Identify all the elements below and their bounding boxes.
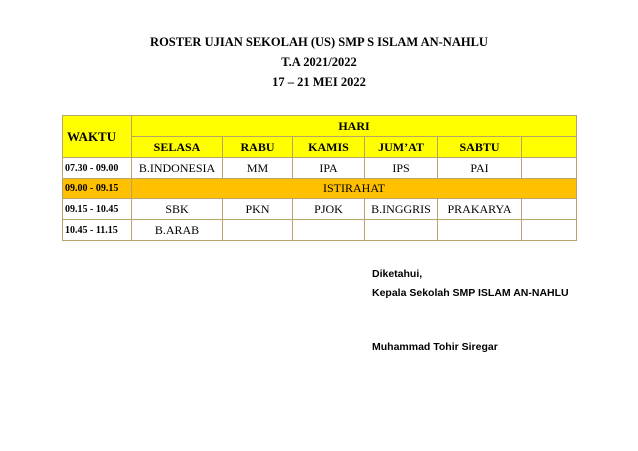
- time-cell: 09.15 - 10.45: [63, 199, 132, 220]
- signature-title: Kepala Sekolah SMP ISLAM AN-NAHLU: [372, 287, 569, 299]
- subject-cell: PJOK: [293, 199, 365, 220]
- table-row: [63, 158, 577, 179]
- signature-name: Muhammad Tohir Siregar: [372, 341, 498, 353]
- exam-dates: 17 – 21 MEI 2022: [272, 75, 366, 89]
- table-header-row: [63, 116, 577, 137]
- day-header: JUM’AT: [365, 137, 438, 158]
- subject-cell: MM: [223, 158, 293, 179]
- day-header: KAMIS: [293, 137, 365, 158]
- day-header: RABU: [223, 137, 293, 158]
- table-row: [63, 220, 577, 241]
- break-label: ISTIRAHAT: [132, 179, 577, 199]
- subject-cell: PRAKARYA: [438, 199, 522, 220]
- subject-cell: [522, 220, 577, 241]
- days-row: [63, 137, 577, 158]
- subject-cell: B.INDONESIA: [132, 158, 223, 179]
- subject-cell: B.ARAB: [132, 220, 223, 241]
- subject-cell: B.INGGRIS: [365, 199, 438, 220]
- day-header: SABTU: [438, 137, 522, 158]
- hari-header: HARI: [132, 116, 577, 137]
- break-row: [63, 179, 577, 199]
- subject-cell: [293, 220, 365, 241]
- time-cell: 07.30 - 09.00: [63, 158, 132, 179]
- exam-schedule-table: [62, 115, 577, 241]
- subject-cell: IPS: [365, 158, 438, 179]
- day-header: SELASA: [132, 137, 223, 158]
- subject-cell: [522, 199, 577, 220]
- subject-cell: IPA: [293, 158, 365, 179]
- table-row: [63, 199, 577, 220]
- day-header: [522, 137, 577, 158]
- time-cell: 10.45 - 11.15: [63, 220, 132, 241]
- waktu-header: WAKTU: [63, 116, 132, 158]
- subject-cell: [438, 220, 522, 241]
- time-cell: 09.00 - 09.15: [63, 179, 132, 199]
- signature-acknowledged: Diketahui,: [372, 268, 423, 280]
- subject-cell: SBK: [132, 199, 223, 220]
- subject-cell: [365, 220, 438, 241]
- subject-cell: [522, 158, 577, 179]
- subject-cell: PAI: [438, 158, 522, 179]
- academic-year: T.A 2021/2022: [281, 55, 357, 69]
- document-title: ROSTER UJIAN SEKOLAH (US) SMP S ISLAM AN-NAHLU: [150, 35, 488, 49]
- subject-cell: PKN: [223, 199, 293, 220]
- subject-cell: [223, 220, 293, 241]
